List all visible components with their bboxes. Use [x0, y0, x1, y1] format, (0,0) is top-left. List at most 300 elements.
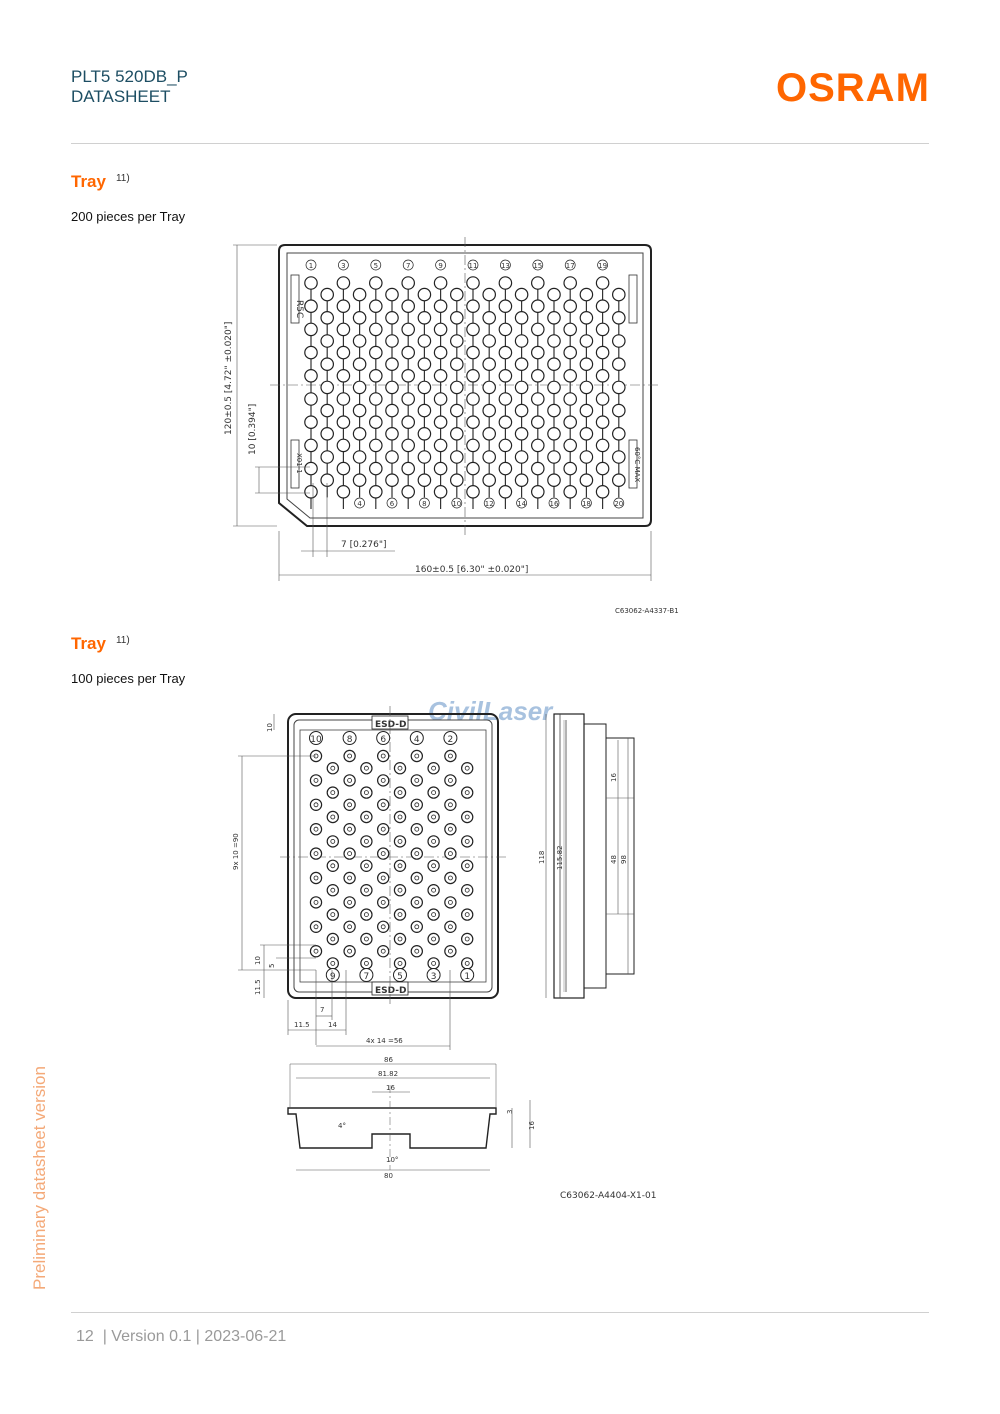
bottom-number-label: 3 [430, 972, 437, 982]
dim-row-pitch: 10 [0.394"] [248, 403, 258, 455]
pocket-circle [515, 381, 527, 393]
bottom-number-label: 12 [484, 500, 494, 508]
pocket-circle [418, 474, 430, 486]
pocket-circle [370, 416, 382, 428]
pocket-circle [353, 404, 365, 416]
pocket-circle [451, 474, 463, 486]
label-left-bottom: X01-1 [295, 453, 303, 474]
pocket-circle [353, 288, 365, 300]
pocket-circle [596, 300, 608, 312]
pocket-circle [499, 439, 511, 451]
pocket-circle [386, 404, 398, 416]
pocket-circle [411, 921, 422, 932]
pocket-circle [305, 393, 317, 405]
pocket-circle [532, 300, 544, 312]
bottom-number-label: 5 [397, 972, 403, 982]
pocket-circle [434, 439, 446, 451]
pocket-circle [337, 439, 349, 451]
pocket-circle [411, 799, 422, 810]
pocket-circle [370, 486, 382, 498]
pocket-circle [418, 381, 430, 393]
civillaser-watermark: CivilLaser [428, 696, 553, 726]
tray-200-bottom-numbers [355, 498, 624, 508]
pocket-circle [564, 323, 576, 335]
pocket-circle [394, 885, 405, 896]
pocket-circle [337, 393, 349, 405]
pocket-circle [434, 277, 446, 289]
pocket-circle [445, 848, 456, 859]
dim-col-pitch: 14 [328, 1021, 337, 1029]
pocket-circle [451, 358, 463, 370]
pocket-circle [327, 811, 338, 822]
pocket-circle [370, 346, 382, 358]
pocket-circle [418, 312, 430, 324]
pocket-circle [418, 404, 430, 416]
pocket-circle [321, 288, 333, 300]
bottom-number-label: 7 [363, 972, 370, 982]
pocket-circle [499, 300, 511, 312]
pocket-circle [402, 393, 414, 405]
pocket-circle [305, 416, 317, 428]
pocket-circle [467, 486, 479, 498]
pocket-circle [411, 946, 422, 957]
pocket-circle [467, 439, 479, 451]
pocket-circle [386, 451, 398, 463]
dim-col-offset-100: 7 [320, 1006, 325, 1014]
pocket-circle [378, 872, 389, 883]
pocket-circle [310, 921, 321, 932]
pocket-circle [344, 750, 355, 761]
pocket-circle [548, 451, 560, 463]
pocket-circle [462, 885, 473, 896]
pocket-circle [361, 885, 372, 896]
top-number-label: 4 [413, 735, 420, 745]
pocket-circle [483, 404, 495, 416]
dim-section-angle2: 10° [386, 1156, 399, 1164]
pocket-circle [411, 824, 422, 835]
pocket-circle [327, 885, 338, 896]
pocket-circle [310, 799, 321, 810]
pocket-circle [337, 300, 349, 312]
bottom-number-label: 14 [517, 500, 527, 508]
pocket-circle [337, 346, 349, 358]
top-number-label: 2 [447, 735, 454, 745]
pocket-circle [394, 860, 405, 871]
pocket-circle [428, 811, 439, 822]
pocket-circle [327, 763, 338, 774]
pocket-circle [434, 486, 446, 498]
pocket-circle [445, 799, 456, 810]
pocket-circle [378, 921, 389, 932]
pocket-circle [337, 277, 349, 289]
bottom-number-label: 1 [464, 972, 471, 982]
pocket-circle [548, 335, 560, 347]
pocket-circle [564, 416, 576, 428]
pocket-circle [386, 428, 398, 440]
pocket-circle [548, 381, 560, 393]
pocket-circle [596, 370, 608, 382]
pocket-circle [434, 370, 446, 382]
dim-half-pitch: 5 [268, 963, 276, 968]
dim-side-inner: 115.82 [556, 845, 564, 870]
pocket-circle [483, 451, 495, 463]
pocket-circle [532, 323, 544, 335]
tray-100-pockets [310, 750, 472, 969]
pocket-circle [418, 451, 430, 463]
top-number-label: 10 [310, 735, 322, 745]
pocket-circle [327, 836, 338, 847]
pocket-circle [580, 381, 592, 393]
bottom-number-label: 18 [581, 500, 591, 508]
pocket-circle [428, 763, 439, 774]
pocket-circle [467, 346, 479, 358]
pocket-circle [337, 462, 349, 474]
section-title-tray-200 [71, 172, 130, 192]
top-number-label: 11 [468, 262, 478, 270]
bottom-number-label: 8 [422, 500, 427, 508]
pocket-circle [532, 393, 544, 405]
pocket-circle [580, 312, 592, 324]
pocket-circle [483, 335, 495, 347]
dim-side-98: 98 [620, 855, 628, 864]
pocket-circle [515, 358, 527, 370]
pocket-circle [564, 277, 576, 289]
pocket-circle [483, 381, 495, 393]
pocket-circle [596, 393, 608, 405]
pocket-circle [462, 909, 473, 920]
pocket-circle [548, 404, 560, 416]
pocket-circle [451, 428, 463, 440]
pocket-circle [515, 312, 527, 324]
pocket-circle [305, 439, 317, 451]
pocket-circle [327, 787, 338, 798]
pocket-circle [344, 946, 355, 957]
pocket-circle [613, 404, 625, 416]
pocket-circle [580, 358, 592, 370]
pocket-circle [532, 486, 544, 498]
pocket-circle [402, 439, 414, 451]
footnote-ref: 11) [115, 635, 130, 646]
pocket-circle [353, 451, 365, 463]
pocket-circle [386, 312, 398, 324]
pocket-circle [305, 462, 317, 474]
tray-200-svg [215, 235, 695, 620]
pocket-circle [344, 872, 355, 883]
pocket-circle [467, 462, 479, 474]
pocket-circle [445, 897, 456, 908]
pocket-circle [515, 474, 527, 486]
release-date: 2023-06-21 [204, 1328, 287, 1345]
top-number-label: 9 [438, 262, 443, 270]
pocket-circle [428, 860, 439, 871]
pocket-circle [580, 474, 592, 486]
bottom-number-label: 6 [389, 500, 395, 508]
dim-col-offset: 7 [0.276"] [341, 540, 387, 550]
pocket-circle [378, 775, 389, 786]
pocket-circle [321, 312, 333, 324]
pocket-circle [532, 416, 544, 428]
pocket-circle [361, 860, 372, 871]
pocket-circle [305, 277, 317, 289]
pocket-circle [515, 288, 527, 300]
pocket-circle [402, 346, 414, 358]
pocket-circle [327, 933, 338, 944]
pocket-circle [428, 787, 439, 798]
pocket-circle [394, 836, 405, 847]
pocket-circle [462, 860, 473, 871]
pocket-circle [327, 860, 338, 871]
top-number-label: 5 [373, 262, 379, 270]
pocket-circle [499, 486, 511, 498]
pocket-circle [467, 323, 479, 335]
top-number-label: 13 [500, 262, 510, 270]
pocket-circle [613, 288, 625, 300]
pocket-circle [434, 323, 446, 335]
pocket-circle [386, 381, 398, 393]
tray-100-top-numbers [310, 732, 457, 746]
pocket-circle [499, 416, 511, 428]
pocket-circle [613, 335, 625, 347]
pocket-circle [434, 416, 446, 428]
section-title-text: Tray [71, 634, 106, 653]
label-left-top: R5C [294, 300, 304, 319]
pocket-circle [515, 428, 527, 440]
pocket-circle [321, 358, 333, 370]
section-title-text: Tray [71, 172, 106, 191]
pocket-circle [418, 358, 430, 370]
pocket-circle [515, 451, 527, 463]
pocket-circle [428, 933, 439, 944]
pocket-circle [548, 428, 560, 440]
pocket-circle [445, 775, 456, 786]
pocket-circle [499, 346, 511, 358]
pocket-circle [467, 370, 479, 382]
preliminary-version-note: Preliminary datasheet version [30, 1066, 49, 1290]
dim-cols: 4x 14 =56 [366, 1037, 403, 1045]
pocket-circle [370, 462, 382, 474]
top-number-label: 6 [380, 735, 387, 745]
pocket-circle [564, 393, 576, 405]
pocket-circle [370, 323, 382, 335]
pocket-circle [467, 277, 479, 289]
pocket-circle [467, 393, 479, 405]
pocket-circle [462, 933, 473, 944]
pocket-circle [327, 909, 338, 920]
pocket-circle [564, 462, 576, 474]
osram-logo: OSRAM [776, 66, 930, 110]
pocket-circle [361, 836, 372, 847]
pocket-circle [370, 277, 382, 289]
pocket-circle [483, 428, 495, 440]
pocket-circle [580, 404, 592, 416]
pocket-circle [515, 404, 527, 416]
esd-label-top: ESD-D [375, 720, 407, 730]
pocket-circle [499, 370, 511, 382]
pocket-circle [411, 897, 422, 908]
dim-section-16v: 16 [528, 1121, 536, 1130]
pocket-circle [402, 323, 414, 335]
pocket-circle [580, 335, 592, 347]
pocket-circle [344, 848, 355, 859]
bottom-number-label: 16 [549, 500, 559, 508]
pocket-circle [596, 277, 608, 289]
pocket-circle [305, 346, 317, 358]
pocket-circle [445, 872, 456, 883]
pocket-circle [310, 824, 321, 835]
dim-section-3: 3 [506, 1109, 514, 1114]
tray-200-drawing [215, 235, 695, 620]
pocket-circle [596, 416, 608, 428]
pocket-circle [370, 300, 382, 312]
pocket-circle [483, 288, 495, 300]
pocket-circle [386, 288, 398, 300]
pocket-circle [353, 358, 365, 370]
pocket-circle [402, 486, 414, 498]
footnote-ref: 11) [115, 173, 130, 184]
pocket-circle [428, 958, 439, 969]
pocket-circle [434, 462, 446, 474]
pocket-circle [451, 451, 463, 463]
pocket-circle [378, 799, 389, 810]
pocket-circle [386, 358, 398, 370]
pocket-circle [580, 288, 592, 300]
pocket-circle [613, 358, 625, 370]
dim-top-margin: 10 [266, 723, 274, 732]
pocket-circle [337, 416, 349, 428]
pocket-circle [462, 958, 473, 969]
pocket-circle [445, 824, 456, 835]
bottom-number-label: 20 [614, 500, 624, 508]
pocket-circle [418, 335, 430, 347]
pocket-circle [483, 358, 495, 370]
pocket-circle [434, 346, 446, 358]
pocket-circle [321, 335, 333, 347]
dim-side-height: 118 [538, 850, 546, 864]
tray-100-bottom-numbers [326, 969, 473, 983]
pocket-circle [337, 370, 349, 382]
dim-side-48: 48 [610, 855, 618, 864]
pocket-circle [613, 312, 625, 324]
pocket-circle [596, 346, 608, 358]
pocket-circle [548, 312, 560, 324]
label-right-bottom: 60°C MAX [633, 447, 641, 483]
pocket-circle [321, 404, 333, 416]
pocket-circle [451, 335, 463, 347]
pocket-circle [353, 312, 365, 324]
pocket-circle [418, 288, 430, 300]
pocket-circle [596, 439, 608, 451]
pocket-circle [451, 312, 463, 324]
pocket-circle [445, 946, 456, 957]
pocket-circle [483, 474, 495, 486]
tray-200-top-numbers [306, 260, 608, 270]
pocket-circle [378, 824, 389, 835]
tray-100-drawing [220, 700, 700, 1210]
pocket-circle [532, 346, 544, 358]
pocket-circle [353, 335, 365, 347]
pocket-circle [402, 277, 414, 289]
pocket-circle [499, 393, 511, 405]
pocket-circle [434, 393, 446, 405]
dim-section-86: 86 [384, 1056, 393, 1064]
pocket-circle [344, 921, 355, 932]
pocket-circle [321, 428, 333, 440]
top-number-label: 1 [308, 262, 314, 270]
page-number: 12 [76, 1328, 94, 1345]
top-number-label: 8 [346, 735, 353, 745]
pocket-circle [499, 277, 511, 289]
pocket-circle [564, 370, 576, 382]
pocket-circle [596, 486, 608, 498]
pocket-circle [532, 462, 544, 474]
document-subtitle: DATASHEET [71, 87, 171, 106]
pocket-circle [310, 848, 321, 859]
pocket-circle [418, 428, 430, 440]
pocket-circle [451, 288, 463, 300]
pocket-circle [532, 439, 544, 451]
pocket-circle [394, 933, 405, 944]
pocket-circle [370, 393, 382, 405]
document-title: PLT5 520DB_P [71, 67, 188, 86]
pocket-circle [462, 787, 473, 798]
section-title-tray-100 [71, 634, 130, 654]
bottom-number-label: 4 [357, 500, 362, 508]
pocket-circle [411, 775, 422, 786]
pocket-circle [462, 763, 473, 774]
pocket-circle [344, 897, 355, 908]
pocket-circle [344, 824, 355, 835]
pocket-circle [310, 775, 321, 786]
pocket-circle [394, 763, 405, 774]
pocket-circle [499, 323, 511, 335]
pocket-circle [378, 946, 389, 957]
top-number-label: 19 [598, 262, 608, 270]
pocket-circle [548, 358, 560, 370]
pocket-circle [532, 277, 544, 289]
pocket-circle [321, 381, 333, 393]
pocket-circle [613, 474, 625, 486]
pocket-circle [451, 381, 463, 393]
pocket-circle [378, 848, 389, 859]
pocket-circle [445, 921, 456, 932]
pocket-circle [344, 775, 355, 786]
header-divider [71, 143, 929, 144]
pocket-circle [515, 335, 527, 347]
pocket-circle [402, 370, 414, 382]
top-number-label: 15 [533, 262, 543, 270]
pocket-circle [532, 370, 544, 382]
pocket-circle [344, 799, 355, 810]
pocket-circle [305, 486, 317, 498]
pocket-circle [411, 872, 422, 883]
pocket-circle [548, 474, 560, 486]
top-number-label: 3 [341, 262, 346, 270]
dim-width: 160±0.5 [6.30" ±0.020"] [415, 565, 529, 575]
pocket-circle [321, 451, 333, 463]
pocket-circle [428, 836, 439, 847]
pocket-circle [467, 300, 479, 312]
pocket-circle [337, 486, 349, 498]
esd-label-bottom: ESD-D [375, 986, 407, 996]
pocket-circle [402, 416, 414, 428]
dim-section-81: 81.82 [378, 1070, 399, 1078]
tray-100-svg [220, 700, 700, 1210]
drawing-id-100: C63062-A4404-X1-01 [560, 1191, 657, 1201]
pocket-circle [305, 300, 317, 312]
top-number-label: 17 [565, 262, 575, 270]
version-label: | Version 0.1 | [102, 1328, 200, 1345]
pocket-circle [394, 958, 405, 969]
